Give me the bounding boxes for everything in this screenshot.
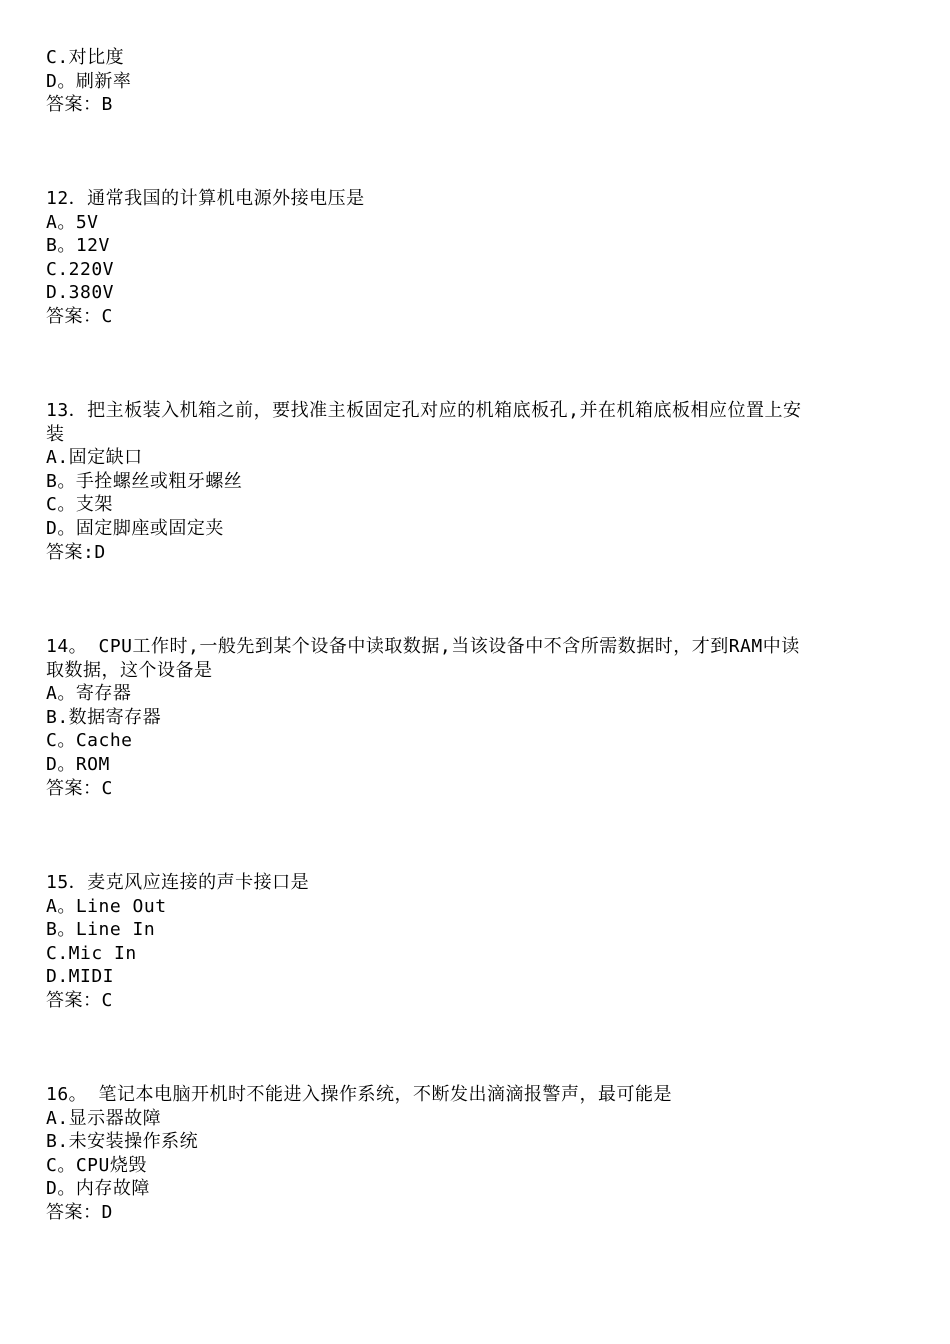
question-11-fragment [46, 46, 906, 117]
option-c: C。支架 [46, 494, 113, 516]
answer: 答案：B [46, 94, 113, 116]
document-page [46, 0, 906, 1344]
question-stem: 15．麦克风应连接的声卡接口是 [46, 872, 310, 893]
question-stem: 16。 笔记本电脑开机时不能进入操作系统，不断发出滴滴报警声，最可能是 [46, 1084, 673, 1105]
option-c: C.220V [46, 258, 115, 280]
question-14 [46, 635, 906, 800]
answer: 答案：D [46, 1201, 113, 1223]
option-a: A。寄存器 [46, 683, 132, 705]
question-stem: 13．把主板装入机箱之前，要找准主板固定孔对应的机箱底板孔,并在机箱底板相应位置上安 [46, 400, 802, 421]
option-b: B.未安装操作系统 [46, 1131, 199, 1153]
option-b: B。手拴螺丝或粗牙螺丝 [46, 470, 243, 492]
option-a: A.显示器故障 [46, 1107, 162, 1129]
option-c: C.对比度 [46, 47, 125, 68]
option-d: D。ROM [46, 753, 110, 775]
option-c: C。CPU烧毁 [46, 1154, 147, 1176]
option-d: D。固定脚座或固定夹 [46, 517, 224, 539]
answer: 答案：C [46, 777, 113, 799]
option-c: C。Cache [46, 730, 133, 752]
option-b: B。12V [46, 235, 110, 257]
question-12 [46, 187, 906, 329]
option-c: C.Mic In [46, 942, 137, 964]
option-d: D.380V [46, 282, 115, 304]
question-stem: 12．通常我国的计算机电源外接电压是 [46, 188, 365, 209]
answer: 答案:D [46, 541, 106, 563]
answer: 答案：C [46, 305, 113, 327]
option-a: A.固定缺口 [46, 447, 143, 469]
question-stem: 14。 CPU工作时,一般先到某个设备中读取数据,当该设备中不含所需数据时，才到RAM中读 [46, 636, 800, 657]
question-stem-continued: 装 [46, 423, 65, 445]
question-16 [46, 1083, 906, 1225]
question-15 [46, 871, 906, 1013]
option-b: B.数据寄存器 [46, 706, 162, 728]
option-d: D。内存故障 [46, 1178, 150, 1200]
option-a: A。5V [46, 211, 99, 233]
option-b: B。Line In [46, 919, 156, 941]
question-13 [46, 399, 906, 564]
question-stem-continued: 取数据，这个设备是 [46, 659, 213, 681]
answer: 答案：C [46, 989, 113, 1011]
option-d: D.MIDI [46, 966, 115, 988]
option-d: D。刷新率 [46, 70, 132, 92]
option-a: A。Line Out [46, 895, 167, 917]
